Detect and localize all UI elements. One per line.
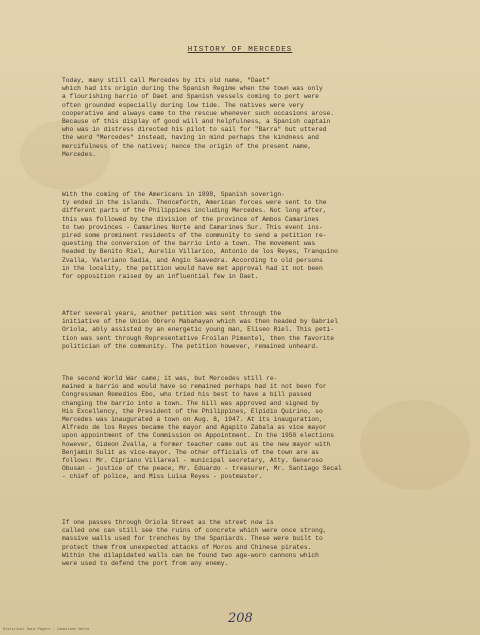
text-line: massive walls used for trenches by the Spaniards. These were built to: [62, 535, 323, 543]
text-line: politician of the community. The petition however, remained unheard.: [62, 342, 319, 350]
paragraph-american-era: [62, 191, 438, 281]
text-line: were used to defend the port from any enemy.: [62, 560, 229, 568]
text-line: questing the conversion of the barrio into a town. The movement was: [62, 240, 316, 248]
text-line: ty ended in the islands. Thenceforth, American forces were sent to the: [62, 199, 327, 207]
text-line: for opposition raised by an influential few in Daet.: [62, 273, 259, 281]
text-line: - chief of police, and Miss Luisa Reyes - postmaster.: [62, 473, 263, 481]
text-line: pired some prominent residents of the community to send a petition re-: [62, 232, 327, 240]
text-line: Benjamin Sulit as vice-mayor. The other officials of the town are as: [62, 448, 319, 456]
text-line: Mercedes.: [62, 150, 97, 158]
text-line: Because of this display of good will and helpfulness, a Spanish captain: [62, 118, 331, 126]
text-line: Mercedes was inaugurated a town on Aug. 8, 1947. At its inauguration,: [62, 416, 323, 424]
text-line: Within the dilapidated walls can be found two age-worn cannons which: [62, 551, 319, 559]
paragraph-second-petition: [62, 310, 438, 351]
text-line: cooperative and always came to the rescue whenever such occasions arose.: [62, 109, 335, 117]
text-line: His Excellency, the President of the Philippines, Elpidio Quirino, so: [62, 407, 323, 415]
page-number: 208: [228, 611, 253, 626]
text-line: Today, many still call Mercedes by its old name, "Daet": [62, 77, 270, 84]
text-line: The second World War came; it was, but Mercedes still re-: [62, 375, 278, 382]
text-line: Zvalla, Valeriano Sadia, and Angio Saavedra. According to old persons: [62, 256, 323, 264]
text-line: If one passes through Oriola Street as the street now is: [62, 519, 274, 526]
text-line: who was in distress directed his pilot to sail for "Barra" but uttered: [62, 126, 327, 134]
text-line: this was followed by the division of the province of Ambos Camarines: [62, 215, 319, 223]
text-line: follows: Mr. Cipriano Villareal - municipal secretary, Atty. Generoso: [62, 457, 323, 465]
text-line: the word "Mercedes" instead, having in mind perhaps the kindness and: [62, 134, 319, 142]
text-line: mained a barrio and would have so remained perhaps had it not been for: [62, 383, 327, 391]
text-line: in the locality, the petition would have met approval had it not been: [62, 264, 323, 272]
text-line: Obusan - justice of the peace, Mr. Eduardo - treasurer, Mr. Santiago Secal: [62, 465, 342, 473]
text-line: changing the barrio into a town. The bill was approved and signed by: [62, 399, 319, 407]
archive-footer: Historical Data Papers - Camarines Norte: [3, 628, 90, 632]
paragraph-town-inauguration: [62, 375, 438, 482]
text-line: After several years, another petition was sent through the: [62, 310, 282, 317]
text-line: called one can still see the ruins of concrete which were once strong,: [62, 527, 327, 535]
text-line: different parts of the Philippines including Mercedes. Not long after,: [62, 207, 327, 215]
text-line: Congressman Remedios Ebo, who tried his best to have a bill passed: [62, 391, 312, 399]
text-line: With the coming of the Americans in 1898, Spanish soverign-: [62, 191, 285, 198]
text-line: a flourishing barrio of Daet and Spanish vessels coming to port were: [62, 93, 319, 101]
text-line: mercifulness of the natives; hence the origin of the present name,: [62, 142, 312, 150]
text-line: which had its origin during the Spanish Regime when the town was only: [62, 85, 323, 93]
document-title: HISTORY OF MERCEDES: [187, 46, 293, 54]
text-line: headed by Benito Riel, Aurelio Villarico, Antonio de los Reyes, Tranquino: [62, 248, 338, 256]
text-line: Alfredo de los Reyes became the mayor and Agapito Zabala as vice mayor: [62, 424, 327, 432]
text-line: initiative of the Union Obrero Mabahayan which was then headed by Gabriel: [62, 318, 338, 326]
paragraph-origin: [62, 77, 438, 159]
text-line: often grounded especially during low tide. The natives were very: [62, 101, 304, 109]
text-line: however, Gideon Zvalla, a former teacher came out as the new mayor with: [62, 440, 331, 448]
text-line: to two provinces - Camarines Norte and Camarines Sur. This event ins-: [62, 223, 323, 231]
text-line: upon appointment of the Commission on Appointment. In the 1950 elections: [62, 432, 335, 440]
text-line: protect them from unexpected attacks of Moros and Chinese pirates.: [62, 543, 312, 551]
text-line: tion was sent through Representative Froilan Pimentel, then the favorite: [62, 334, 335, 342]
paragraph-ruins: [62, 519, 438, 568]
text-line: Oriola, ably assisted by an energetic young man, Eliseo Riel. This peti-: [62, 326, 335, 334]
